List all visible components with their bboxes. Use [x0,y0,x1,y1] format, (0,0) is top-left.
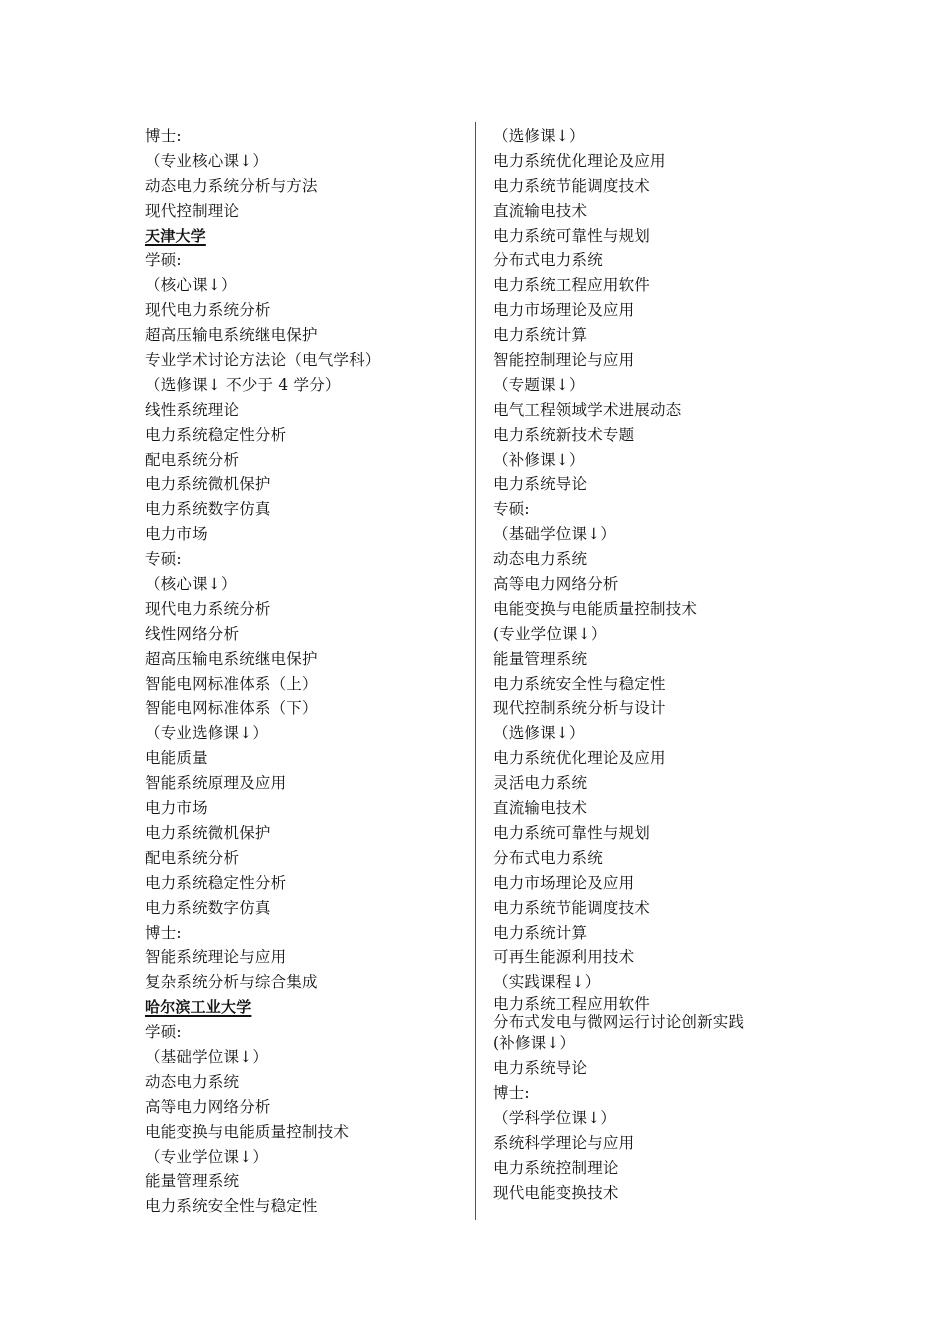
course-line: 智能系统理论与应用 [145,948,287,967]
course-line: 学硕: [145,1023,182,1042]
course-line: 线性网络分析 [145,624,240,643]
course-line: 学硕: [145,251,182,270]
course-line: 电力系统节能调度技术 [493,898,651,917]
course-line: （核心课↓） [145,276,237,295]
course-line: 电能变换与电能质量控制技术 [145,1122,350,1141]
course-line: 灵活电力系统 [493,774,588,793]
course-line: 电力系统数字仿真 [145,898,271,917]
course-line: 电能质量 [145,749,208,768]
course-line: （实践课程↓） [493,973,601,992]
course-line: （专题课↓） [493,375,585,394]
course-line: 现代控制系统分析与设计 [493,699,666,718]
course-line: 超高压输电系统继电保护 [145,649,318,668]
course-line: 电力系统控制理论 [493,1158,619,1177]
course-line: 电力系统计算 [493,326,588,345]
course-line: 电力系统导论 [493,1059,588,1078]
course-line: （选修课↓） [493,724,585,743]
course-line: 电力系统计算 [493,923,588,942]
course-line: 复杂系统分析与综合集成 [145,973,318,992]
course-line: 电力系统导论 [493,475,588,494]
course-line: 电能变换与电能质量控制技术 [493,599,698,618]
course-line: 博士: [145,923,182,942]
course-line: 专硕: [145,550,182,569]
course-line: 直流输电技术 [493,799,588,818]
course-line: 能量管理系统 [145,1172,240,1191]
course-line: 电力系统节能调度技术 [493,176,651,195]
university-heading: 哈尔滨工业大学 [145,998,252,1017]
course-line: 可再生能源利用技术 [493,948,635,967]
course-line: (补修课↓） [493,1034,576,1053]
course-line: 系统科学理论与应用 [493,1133,635,1152]
course-line: 分布式电力系统 [493,251,603,270]
course-line: 电力系统可靠性与规划 [493,226,651,245]
course-line: 电力系统数字仿真 [145,500,271,519]
course-line: 电力系统工程应用软件 [493,276,651,295]
course-line: 博士: [145,127,182,145]
course-line: （专业核心课↓） [145,151,269,170]
course-line: 能量管理系统 [493,649,588,668]
course-line: （专业选修课↓） [145,724,269,743]
course-line: (专业学位课↓） [493,624,607,643]
course-line: （专业学位课↓） [145,1147,269,1166]
course-line: 电力系统优化理论及应用 [493,749,666,768]
course-line: 智能电网标准体系（下） [145,699,318,718]
course-line: 配电系统分析 [145,848,240,867]
course-line: 高等电力网络分析 [145,1097,271,1116]
course-line: （核心课↓） [145,575,237,594]
course-line: 电力系统安全性与稳定性 [493,674,666,693]
course-line: 超高压输电系统继电保护 [145,326,318,345]
course-line: 电力系统微机保护 [145,823,271,842]
course-line: 线性系统理论 [145,400,240,419]
course-line: 高等电力网络分析 [493,575,619,594]
course-line: （基础学位课↓） [493,525,617,544]
course-line: 电力市场 [145,525,208,544]
course-line: 专业学术讨论方法论（电气学科） [145,351,381,370]
course-line: 电力系统微机保护 [145,475,271,494]
course-line: 智能控制理论与应用 [493,351,635,370]
course-line: 直流输电技术 [493,201,588,220]
course-line: 电力系统安全性与稳定性 [145,1197,318,1216]
course-line: 动态电力系统 [145,1072,240,1091]
course-line: 智能系统原理及应用 [145,774,287,793]
course-line: 智能电网标准体系（上） [145,674,318,693]
course-line: （选修课↓ 不少于 4 学分） [145,375,341,394]
course-line: 分布式电力系统 [493,848,603,867]
course-line: （学科学位课↓） [493,1108,617,1127]
course-line: 电力系统稳定性分析 [145,873,287,892]
course-line: 电力系统优化理论及应用 [493,151,666,170]
course-line: 电力系统工程应用软件 [493,995,651,1014]
course-line: 分布式发电与微网运行讨论创新实践 [493,1013,745,1032]
university-heading: 天津大学 [145,226,206,245]
course-line: 专硕: [493,500,530,519]
course-line: 动态电力系统 [493,550,588,569]
course-line: 电力系统稳定性分析 [145,425,287,444]
course-line: （选修课↓） [493,127,585,145]
right-column [493,124,813,1205]
course-line: 现代电能变换技术 [493,1183,619,1202]
course-line: 配电系统分析 [145,450,240,469]
course-line: 现代电力系统分析 [145,301,271,320]
course-line: 动态电力系统分析与方法 [145,176,318,195]
course-line: 电力市场理论及应用 [493,873,635,892]
column-divider [475,122,476,1220]
course-line: 博士: [493,1083,530,1102]
course-line: 现代控制理论 [145,201,240,220]
course-line: （补修课↓） [493,450,585,469]
course-line: （基础学位课↓） [145,1047,269,1066]
course-line: 电力市场 [145,799,208,818]
course-line: 电力系统可靠性与规划 [493,823,651,842]
course-line: 电力系统新技术专题 [493,425,635,444]
course-line: 电力市场理论及应用 [493,301,635,320]
left-column [145,124,465,1219]
course-line: 现代电力系统分析 [145,599,271,618]
course-line: 电气工程领域学术进展动态 [493,400,682,419]
